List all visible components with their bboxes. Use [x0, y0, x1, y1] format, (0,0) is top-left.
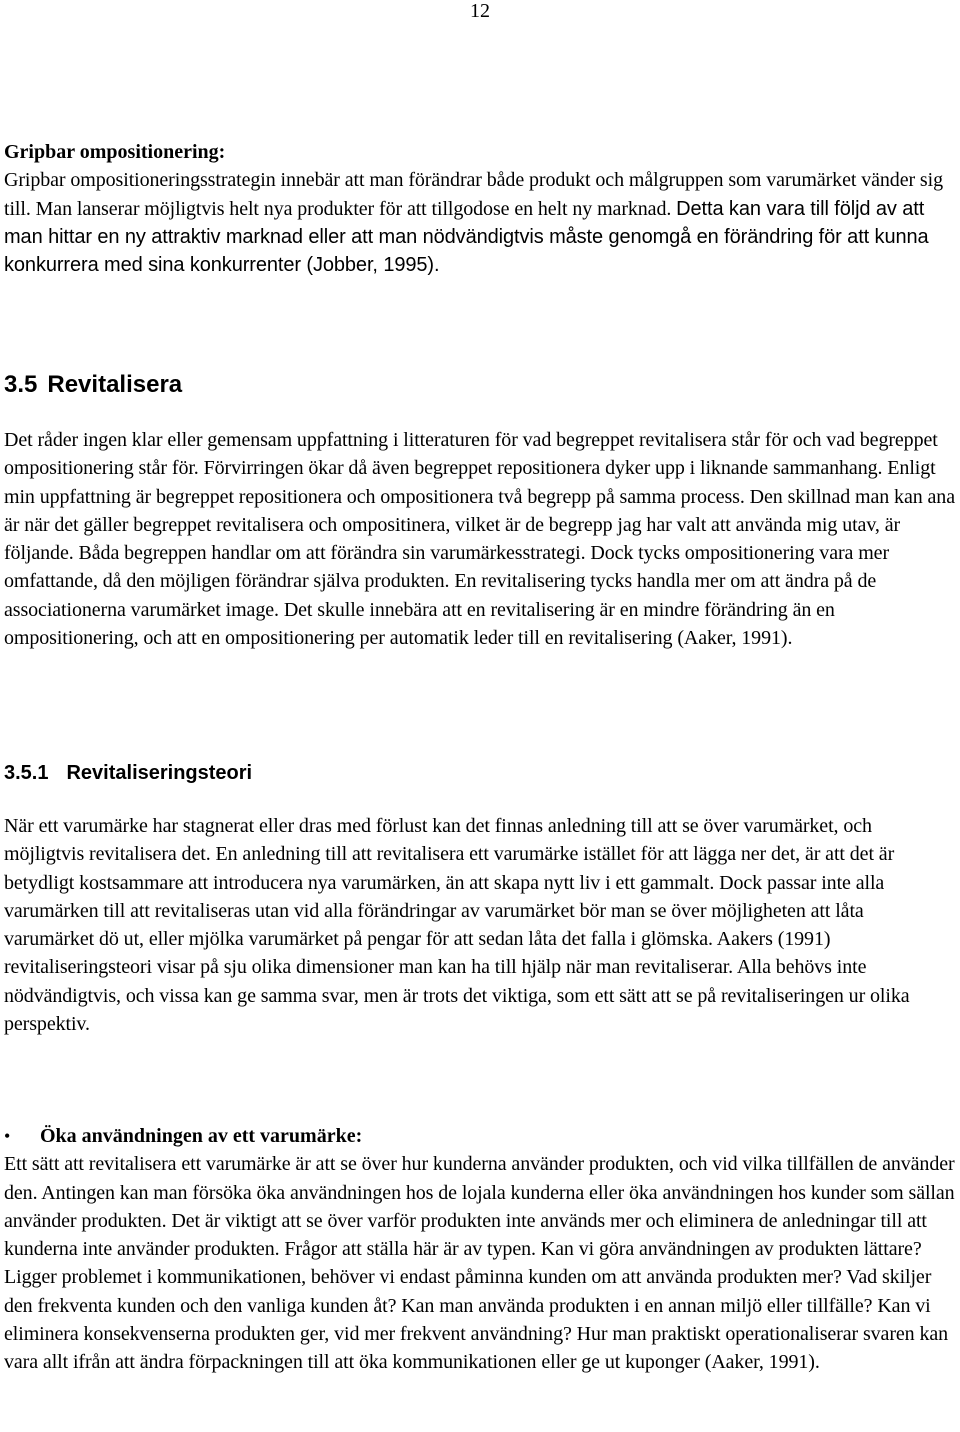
bullet-icon: •: [4, 1126, 11, 1146]
section-3-5: [4, 370, 956, 400]
section-number: 3.5.1: [4, 762, 49, 784]
paragraph-gripbar: [4, 166, 956, 279]
section-title: Revitalisera: [47, 371, 183, 398]
paragraph-revitaliseringsteori: När ett varumärke har stagnerat eller dras med förlust kan det finnas anledning till att se över varumärket, och möjligtvis revitalisera det. En anledning till att revitalisera ett varumärke istället för att lägga ner det, är att det är betydligt kostsammare att introducera nya varumärken, än att skapa nytt liv i ett gammalt. Dock passar inte alla varumärken till att revitaliseras utan vid alla förändringar av varumärket bör man se över möjligheten att låta varumärket dö ut, eller mjölka varumärket på pengar för att sedan låta det falla i glömska. Aakers (1991) revitaliseringsteori visar på sju olika dimensioner man kan ha till hjälp när man revitaliserar. Alla behövs inte nödvändigtvis, och vissa kan ge samma svar, men är trots det viktiga, som ett sätt att se på revitaliseringen ur olika perspektiv.: [4, 815, 910, 1036]
bullet-heading: Öka användningen av ett varumärke:: [40, 1125, 363, 1147]
paragraph-oka-anvandningen: Ett sätt att revitalisera ett varumärke är att se över hur kunderna använder produkten, och vid vilka tillfällen de använder den. Antingen kan man försöka öka användningen hos de lojala kunderna eller öka användningen hos kunder som sällan använder produkten. Det är viktigt att se över varför produkten inte används mer och eliminera de anledningar till att kunderna inte använder produkten. Frågor att ställa här är av typen. Kan vi göra användningen av produkten lättare? Ligger problemet i kommunikationen, behöver vi endast påminna kunden om att använda produkten mer? Vad skiljer den frekventa kunden och den vanliga kunden åt? Kan man använda produkten i en annan miljö eller tillfälle? Kan vi eliminera konsekvenserna produkten ger, vid mer frekvent användning? Hur man praktiskt operationaliserar svaren kan vara allt ifrån att ändra förpackningen till att öka kommunikationen eller ge ut kuponger (Aaker, 1991).: [4, 1153, 955, 1374]
section-heading-gripbar: Gripbar ompositionering:: [4, 141, 226, 163]
section-heading-3-5-1: [4, 760, 956, 786]
section-3-5-1-body: [4, 812, 956, 1038]
paragraph-gripbar-sentence-2: Detta kan vara till följd av att man hittar en ny attraktiv marknad eller att man nödvändigtvis måste genomgå en förändring för att kunna konkurrera med sina konkurrenter (Jobber, 1995).: [4, 197, 929, 277]
section-title: Revitaliseringsteori: [66, 762, 253, 784]
section-number: 3.5: [4, 371, 38, 398]
section-heading-3-5: [4, 370, 956, 400]
bullet-section-oka: [4, 1122, 956, 1377]
bullet-heading-row: [4, 1122, 956, 1150]
section-3-5-1: [4, 760, 956, 786]
paragraph-gripbar-sentence-1: Gripbar ompositioneringsstrategin innebär att man förändrar både produkt och målgruppen som varumärket vänder sig till. Man lanserar möjligtvis helt nya produkter för att tillgodose en helt ny marknad.: [4, 169, 943, 220]
section-3-5-body: [4, 426, 956, 652]
paragraph-revitalisera: Det råder ingen klar eller gemensam uppfattning i litteraturen för vad begreppet revitalisera står för och vad begreppet ompositionering står för. Förvirringen ökar då även begreppet repositionera dyker upp i liknande sammanhang. Enligt min uppfattning är begreppet repositionera och ompositionera två begrepp på samma process. Den skillnad man kan ana är när det gäller begreppet revitalisera och ompositinera, vilket är de begrepp jag har valt att använda mig utav, är följande. Båda begreppen handlar om att förändra sin varumärkesstrategi. Dock tycks ompositionering vara mer omfattande, då den möjligen förändrar själva produkten. En revitalisering tycks handla mer om att ändra på de associationerna varumärket image. Det skulle innebära att en revitalisering är en mindre förändring än en ompositionering, och att en ompositionering per automatik leder till en revitalisering (Aaker, 1991).: [4, 429, 955, 650]
page-number: 12: [470, 0, 490, 22]
section-gripbar: [4, 138, 956, 279]
